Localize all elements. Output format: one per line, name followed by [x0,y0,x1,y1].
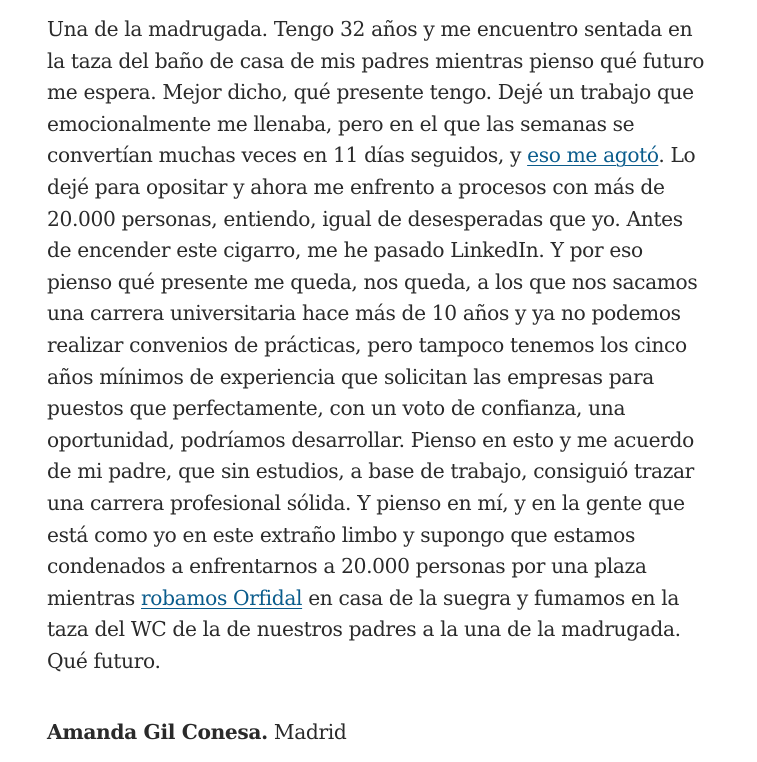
author-location: Madrid [267,720,347,744]
author-name: Amanda Gil Conesa. [47,720,268,744]
link-robamos-orfidal[interactable]: robamos Orfidal [140,585,303,610]
paragraph-text-2: . Lo dejé para opositar y ahora me enfrento a procesos con más de 20.000 personas, entiendo, igual de desesperadas que yo. Antes de encender este cigarro, me he pasado LinkedIn. Y por eso pienso qué presente me queda, nos queda, a los que nos sacamos una carrera universitaria hace más de 10 años y ya no podemos realizar convenios de prácticas, pero tampoco tenemos los cinco años mínimos de experiencia que solicitan las empresas para puestos que perfectamente, con un voto de confianza, una oportunidad, podríamos desarrollar. Pienso en esto y me acuerdo de mi padre, que sin estudios, a base de trabajo, consiguió trazar una carrera profesional sólida. Y pienso en mí, y en la gente que está como yo en este extraño limbo y supongo que estamos condenados a enfrentarnos a 20.000 personas por una plaza mientras [47,143,698,610]
paragraph-text-3: en casa de la suegra y fumamos en la taza del WC de la de nuestros padres a la una de la madrugada. Qué futuro. [47,585,681,673]
paragraph-text-1: Una de la madrugada. Tengo 32 años y me encuentro sentada en la taza del baño de casa de mis padres mientras pienso qué futuro me espera. Mejor dicho, qué presente tengo. Dejé un trabajo que emocionalmente me llenaba, pero en el que las semanas se convertían muchas veces en 11 días seguidos, y [47,17,705,168]
article-body [47,14,712,744]
letter-paragraph [47,14,712,677]
link-eso-me-agoto[interactable]: eso me agotó [527,143,659,168]
signature [47,717,712,749]
